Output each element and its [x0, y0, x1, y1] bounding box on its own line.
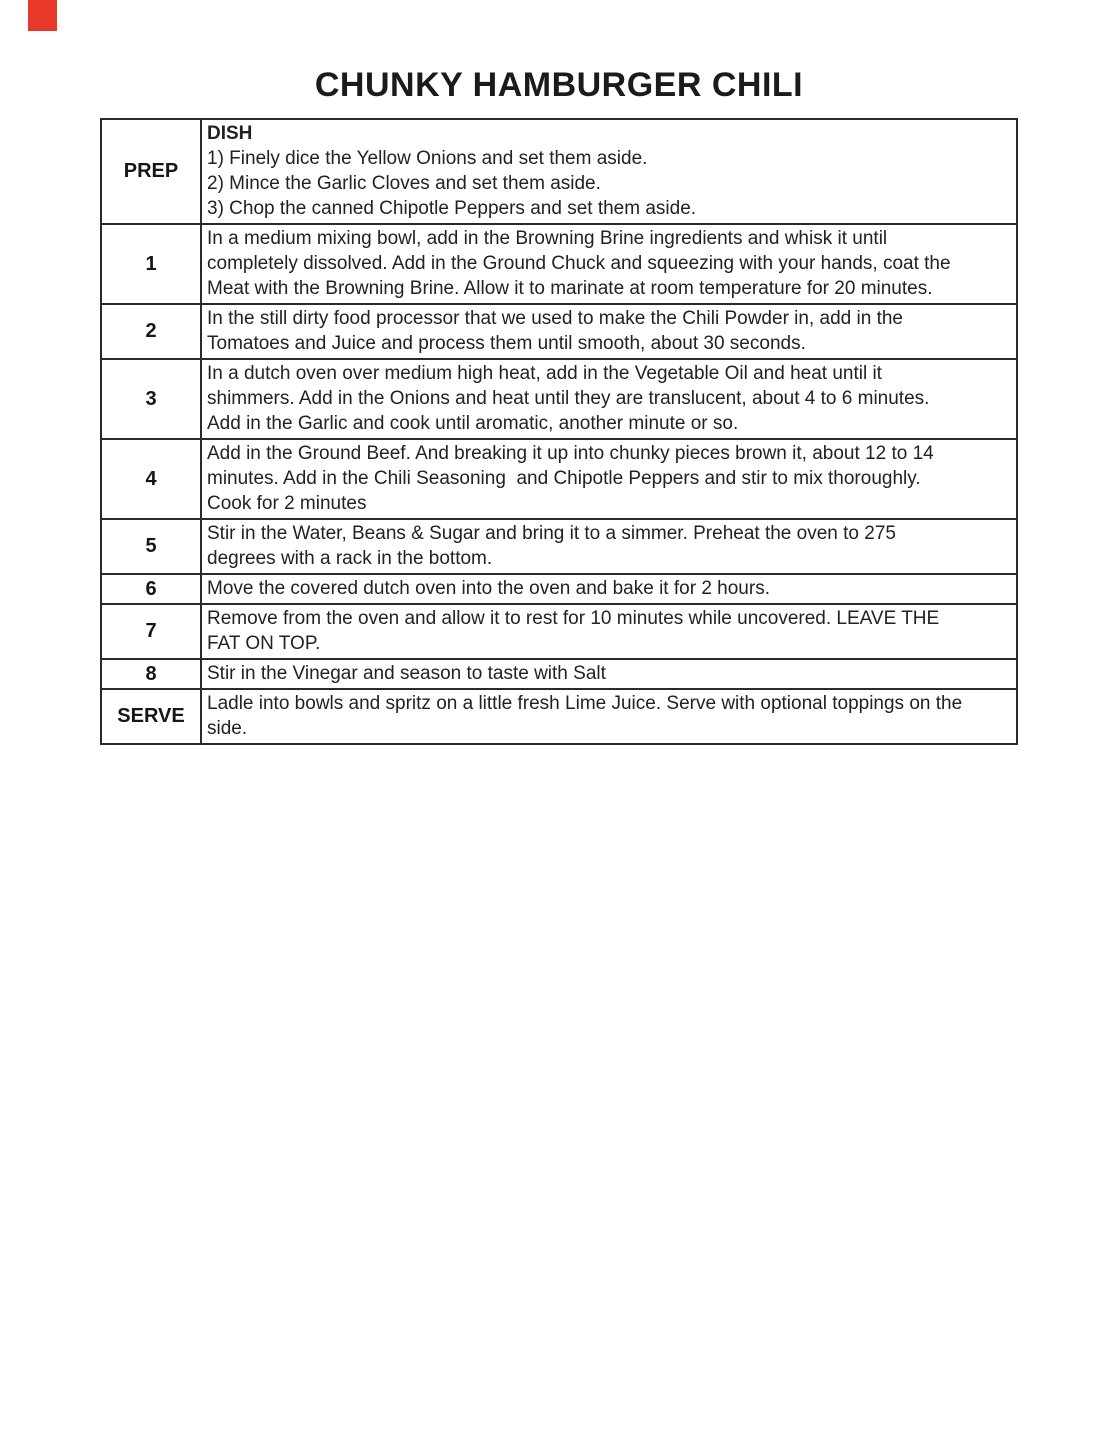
- instruction-line: 2) Mince the Garlic Cloves and set them aside.: [207, 173, 601, 194]
- table-row: [101, 574, 1017, 604]
- step-label: 4: [101, 439, 201, 519]
- table-row: [101, 519, 1017, 574]
- table-row: [101, 659, 1017, 689]
- instruction-line: In a dutch oven over medium high heat, add in the Vegetable Oil and heat until it: [207, 363, 882, 384]
- step-label: 6: [101, 574, 201, 604]
- step-instructions: [201, 304, 1017, 359]
- instruction-line: Ladle into bowls and spritz on a little fresh Lime Juice. Serve with optional toppings on the: [207, 693, 963, 714]
- instruction-line: Stir in the Water, Beans & Sugar and bring it to a simmer. Preheat the oven to 275: [207, 523, 896, 544]
- table-row: [101, 439, 1017, 519]
- instruction-line: Tomatoes and Juice and process them until smooth, about 30 seconds.: [207, 333, 806, 354]
- step-label: 1: [101, 224, 201, 304]
- instruction-line: 3) Chop the canned Chipotle Peppers and set them aside.: [207, 198, 697, 219]
- table-row: [101, 359, 1017, 439]
- instruction-line: completely dissolved. Add in the Ground Chuck and squeezing with your hands, coat the: [207, 253, 951, 274]
- table-row: [101, 604, 1017, 659]
- instruction-line: In a medium mixing bowl, add in the Browning Brine ingredients and whisk it until: [207, 228, 888, 249]
- red-corner-marker: [28, 0, 57, 31]
- instruction-line: Cook for 2 minutes: [207, 493, 367, 514]
- table-row: [101, 689, 1017, 744]
- step-label: 3: [101, 359, 201, 439]
- step-instructions: [201, 659, 1017, 689]
- table-row: [101, 304, 1017, 359]
- step-instructions: [201, 519, 1017, 574]
- instruction-line: In the still dirty food processor that we used to make the Chili Powder in, add in the: [207, 308, 903, 329]
- step-label: SERVE: [101, 689, 201, 744]
- instruction-line: Meat with the Browning Brine. Allow it to marinate at room temperature for 20 minutes.: [207, 278, 933, 299]
- instruction-line: Add in the Garlic and cook until aromatic, another minute or so.: [207, 413, 739, 434]
- step-instructions: [201, 224, 1017, 304]
- recipe-title: CHUNKY HAMBURGER CHILI: [314, 66, 804, 104]
- table-row: [101, 224, 1017, 304]
- instruction-line: shimmers. Add in the Onions and heat until they are translucent, about 4 to 6 minutes.: [207, 388, 930, 409]
- instruction-line: Remove from the oven and allow it to rest for 10 minutes while uncovered. LEAVE THE: [207, 608, 940, 629]
- recipe-steps-table: [100, 118, 1018, 745]
- instruction-line: side.: [207, 718, 248, 739]
- instruction-line: minutes. Add in the Chili Seasoning and Chipotle Peppers and stir to mix thoroughly.: [207, 468, 921, 489]
- instruction-line: FAT ON TOP.: [207, 633, 321, 654]
- step-label: PREP: [101, 119, 201, 224]
- table-row: [101, 119, 1017, 224]
- step-instructions: [201, 359, 1017, 439]
- step-instructions: [201, 689, 1017, 744]
- step-label: 2: [101, 304, 201, 359]
- recipe-table-body: [101, 119, 1017, 744]
- step-instructions: [201, 119, 1017, 224]
- instruction-line: Move the covered dutch oven into the oven and bake it for 2 hours.: [207, 578, 770, 599]
- step-instructions: [201, 604, 1017, 659]
- instruction-line: Add in the Ground Beef. And breaking it up into chunky pieces brown it, about 12 to 14: [207, 443, 934, 464]
- step-instructions: [201, 574, 1017, 604]
- step-instructions: [201, 439, 1017, 519]
- instruction-line: Stir in the Vinegar and season to taste with Salt: [207, 663, 606, 684]
- dish-heading: DISH: [207, 123, 253, 144]
- instruction-line: 1) Finely dice the Yellow Onions and set them aside.: [207, 148, 648, 169]
- step-label: 5: [101, 519, 201, 574]
- step-label: 8: [101, 659, 201, 689]
- step-label: 7: [101, 604, 201, 659]
- instruction-line: degrees with a rack in the bottom.: [207, 548, 493, 569]
